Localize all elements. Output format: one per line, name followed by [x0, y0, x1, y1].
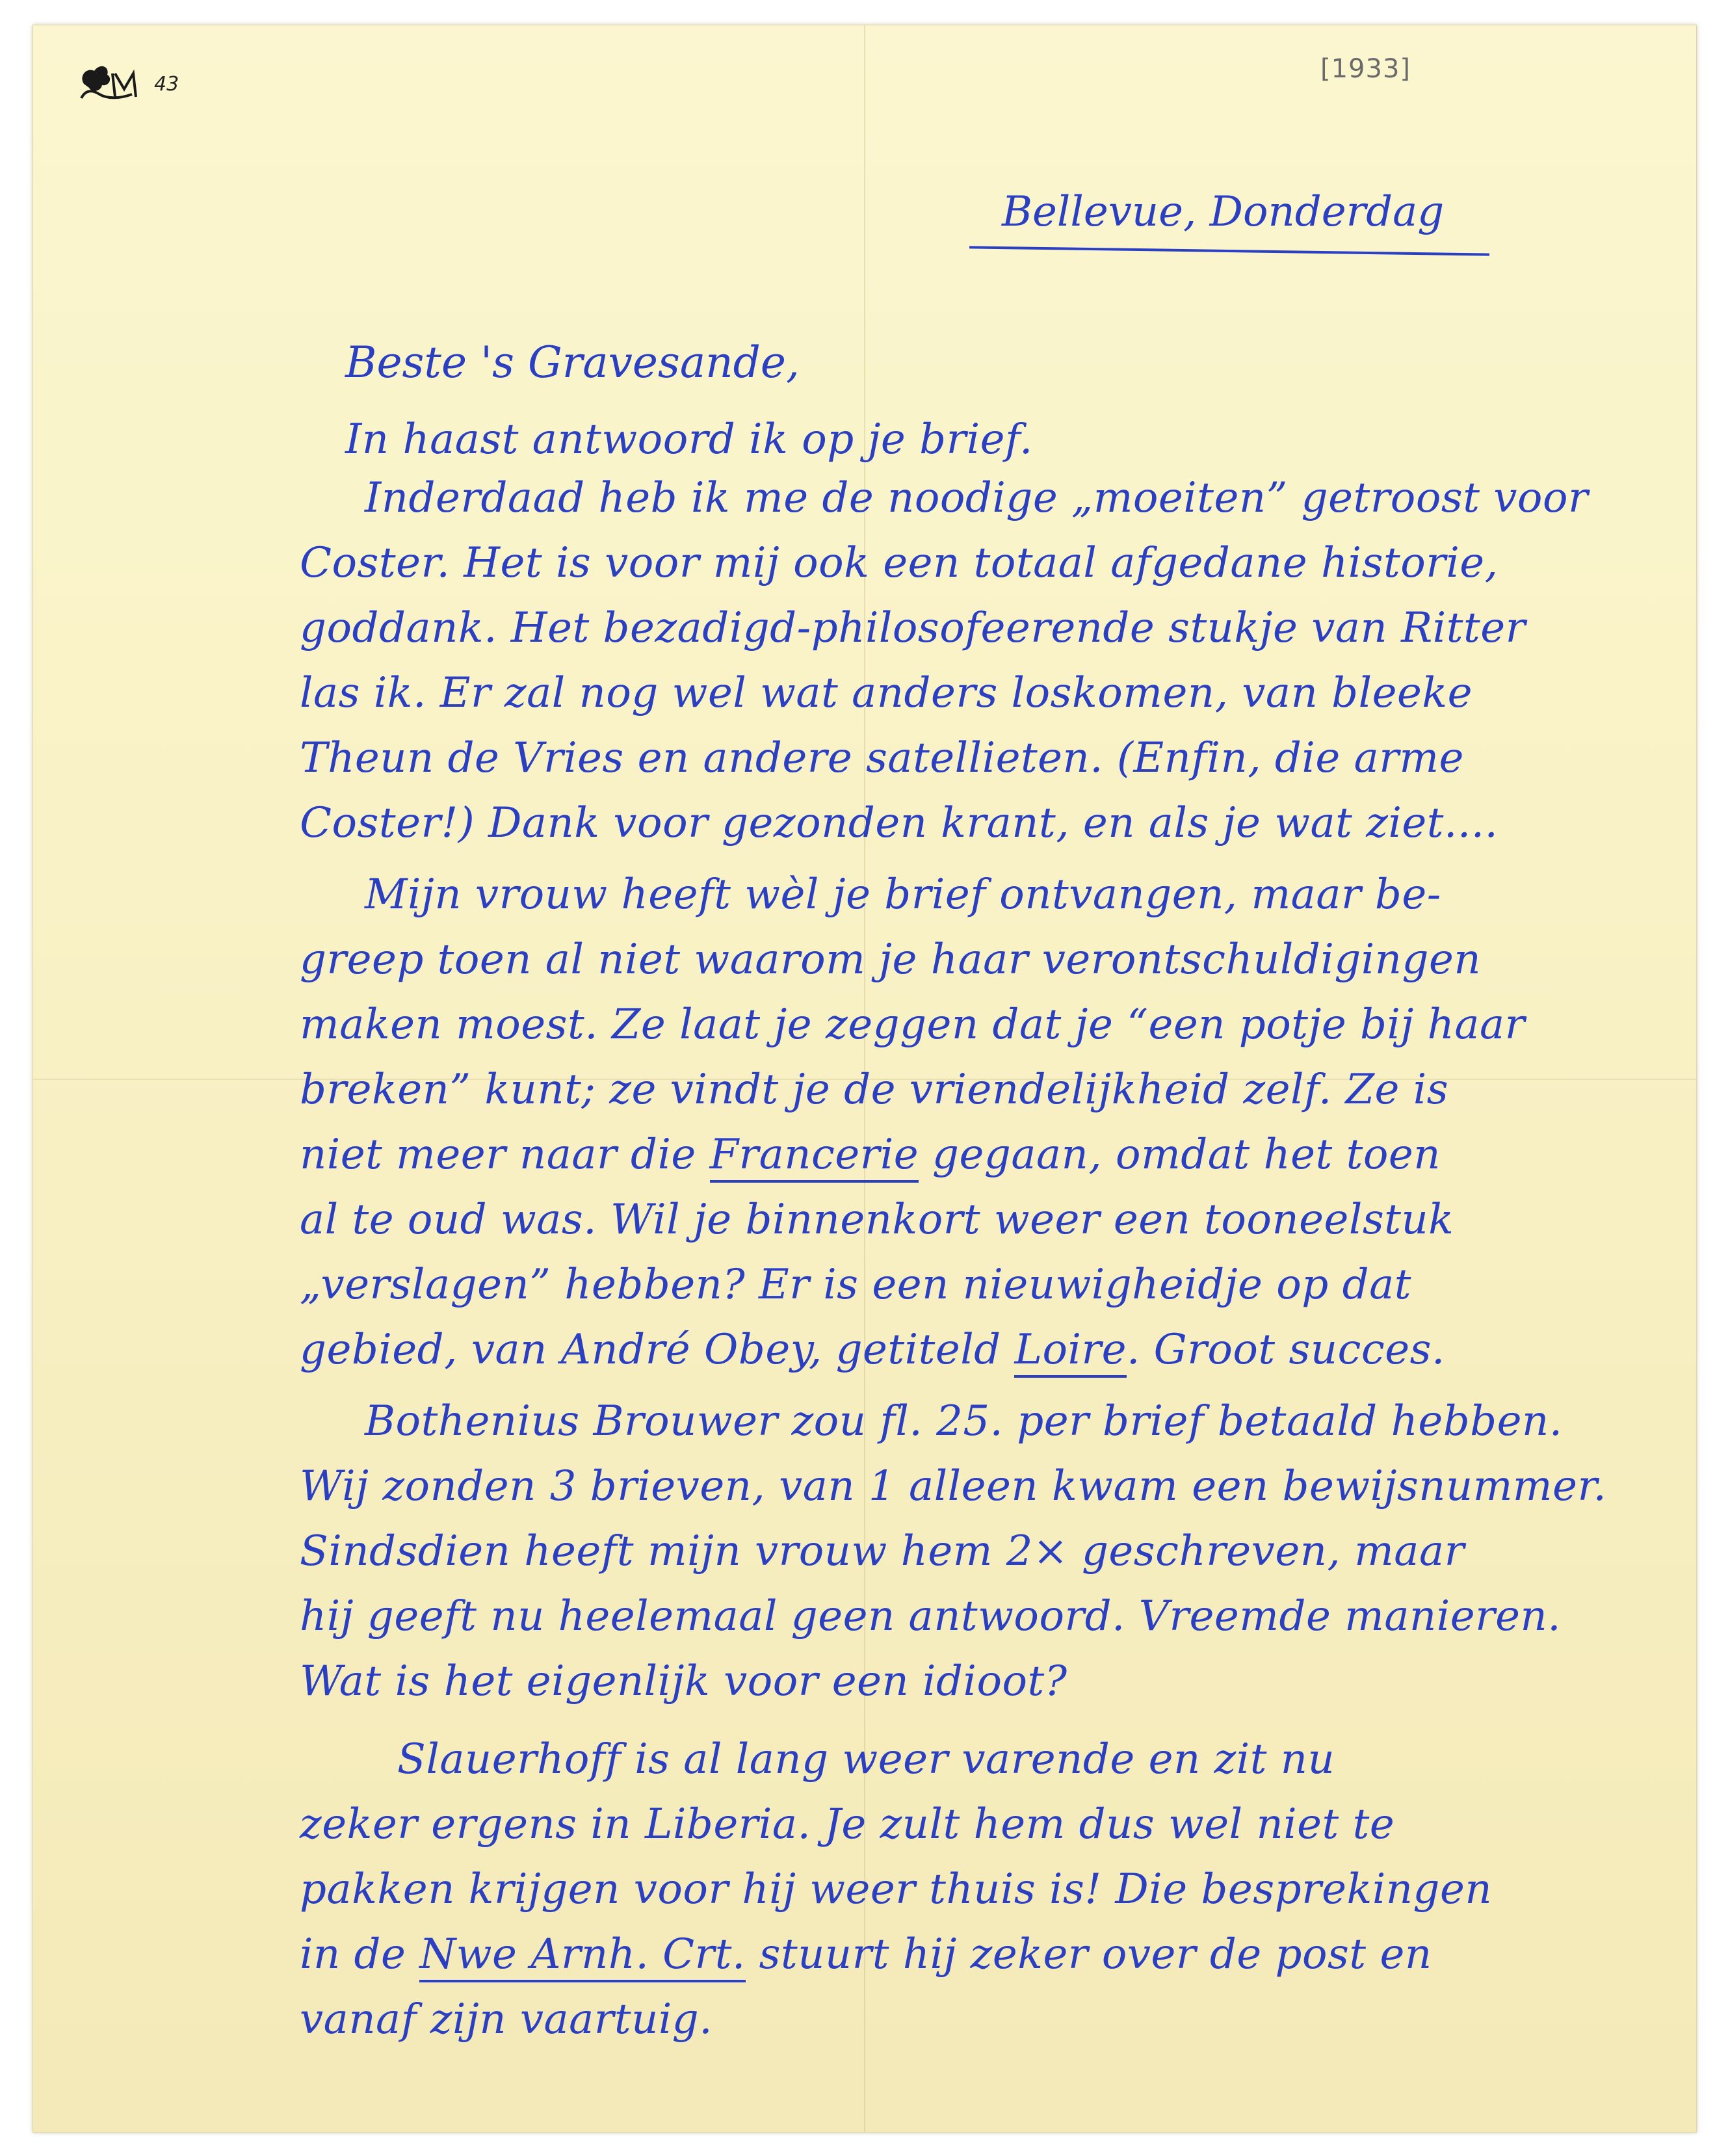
letter-line — [300, 1261, 1411, 1309]
line-text: greep toen al niet waarom je haar verontschuldigingen — [300, 936, 1482, 984]
letter-line — [300, 1800, 1394, 1848]
letter-line — [365, 871, 1441, 919]
line-text: breken” kunt; ze vindt je de vriendelijkheid zelf. Ze is — [300, 1066, 1449, 1114]
underlined-title: Loire — [1014, 1326, 1126, 1378]
letter-line — [300, 1326, 1445, 1374]
line-text: goddank. Het bezadigd-philosofeerende stukje van Ritter — [300, 604, 1526, 652]
line-text: Sindsdien heeft mijn vrouw hem 2× geschreven, maar — [300, 1527, 1465, 1575]
line-text: „verslagen” hebben? Er is een nieuwigheidje op dat — [300, 1261, 1411, 1309]
letter-line — [300, 1066, 1448, 1114]
collection-stamp — [72, 58, 179, 110]
line-text: Slauerhoff is al lang weer varende en zit nu — [397, 1735, 1335, 1783]
letter-line — [300, 1196, 1454, 1244]
letter-line — [300, 1995, 713, 2044]
letter-line — [300, 1527, 1465, 1575]
line-text: . Groot succes. — [1126, 1326, 1445, 1374]
line-text: niet meer naar die — [300, 1131, 710, 1179]
line-text: al te oud was. Wil je binnenkort weer een tooneelstuk — [300, 1196, 1454, 1244]
line-text: maken moest. Ze laat je zeggen dat je “een potje bij haar — [300, 1001, 1525, 1049]
line-text: zeker ergens in Liberia. Je zult hem dus wel niet te — [300, 1800, 1395, 1848]
line-text: las ik. Er zal nog wel wat anders loskomen, van bleeke — [300, 669, 1473, 717]
letter-line — [300, 734, 1464, 782]
line-text: gebied, van André Obey, getiteld — [300, 1326, 1015, 1374]
line-text: Inderdaad heb ik me de noodige „moeiten” getroost voor — [365, 474, 1589, 522]
line-text: Mijn vrouw heeft wèl je brief ontvangen, maar be- — [365, 871, 1441, 919]
letter-line — [300, 604, 1526, 652]
underlined-title: Francerie — [710, 1131, 919, 1183]
letter-line — [365, 1397, 1563, 1445]
letter-line — [397, 1735, 1335, 1783]
line-text: vanaf zijn vaartuig. — [300, 1995, 713, 2044]
line-text: hij geeft nu heelemaal geen antwoord. Vreemde manieren. — [300, 1592, 1562, 1640]
line-text: In haast antwoord ik op je brief. — [345, 415, 1033, 464]
letter-line — [300, 799, 1498, 847]
letter-line — [300, 1462, 1606, 1510]
line-text: Coster. Het is voor mij ook een totaal afgedane historie, — [300, 539, 1499, 587]
line-text: stuurt hij zeker over de post en — [745, 1930, 1432, 1979]
line-text: Wat is het eigenlijk voor een idioot? — [300, 1657, 1067, 1705]
salutation: Beste 's Gravesande, — [345, 337, 800, 388]
letter-line — [300, 1131, 1441, 1179]
line-text: Theun de Vries en andere satellieten. (Enfin, die arme — [300, 734, 1464, 782]
line-text: Coster!) Dank voor gezonden krant, en als je wat ziet.... — [300, 799, 1499, 847]
letter-sheet — [33, 25, 1697, 2133]
letter-line — [345, 415, 1033, 464]
letter-line — [300, 1930, 1432, 1979]
letter-line — [300, 1865, 1492, 1913]
lion-monogram-icon — [72, 58, 144, 110]
line-text: in de — [300, 1930, 420, 1979]
letter-line — [365, 474, 1588, 522]
stamp-number: 43 — [154, 72, 179, 96]
letter-line — [300, 1592, 1561, 1640]
underlined-title: Nwe Arnh. Crt. — [419, 1930, 746, 1982]
dateline-underline — [969, 246, 1489, 256]
letter-line — [300, 539, 1499, 587]
line-text: Wij zonden 3 brieven, van 1 alleen kwam een bewijsnummer. — [300, 1462, 1607, 1510]
archive-date-mark: [1933] — [1320, 54, 1411, 84]
letter-line — [300, 1657, 1067, 1705]
letter-line — [300, 936, 1481, 984]
dateline: Bellevue, Donderdag — [1002, 188, 1445, 236]
letter-line — [300, 669, 1473, 717]
line-text: gegaan, omdat het toen — [919, 1131, 1441, 1179]
letter-line — [300, 1001, 1525, 1049]
line-text: Bothenius Brouwer zou fl. 25. per brief betaald hebben. — [365, 1397, 1563, 1445]
line-text: pakken krijgen voor hij weer thuis is! Die besprekingen — [300, 1865, 1493, 1913]
